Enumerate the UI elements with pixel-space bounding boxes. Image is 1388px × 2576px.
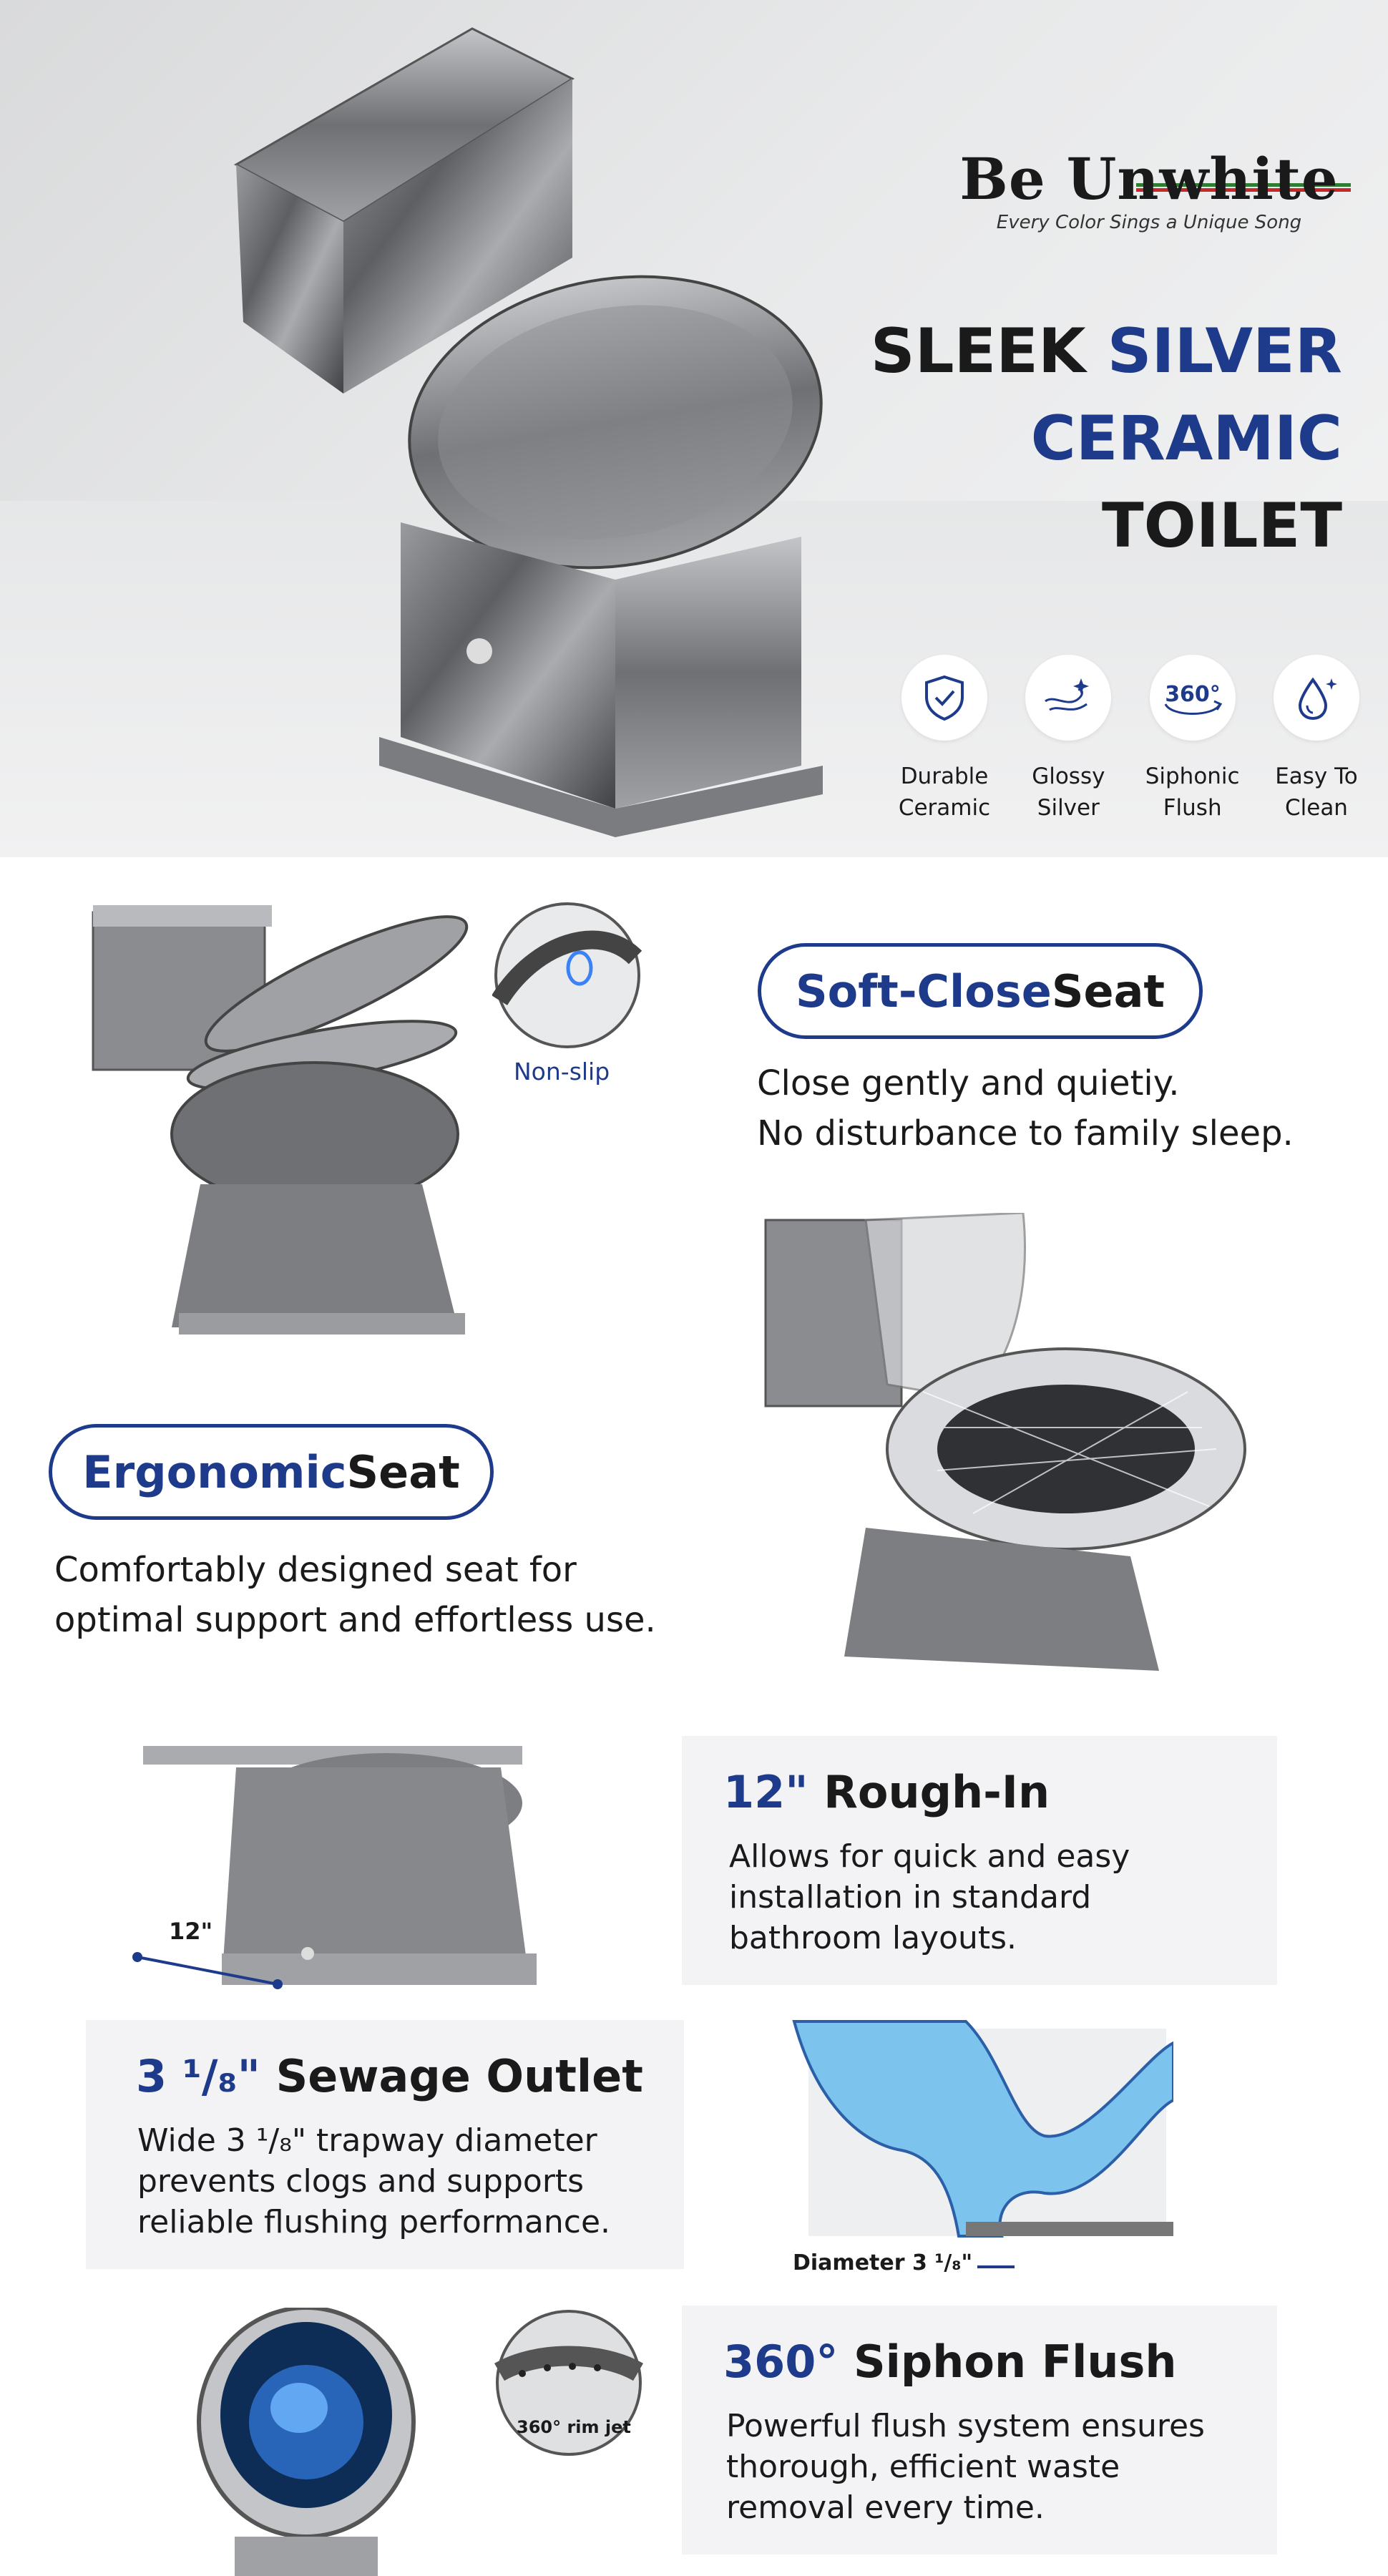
non-slip-detail-image xyxy=(492,900,642,1050)
non-slip-caption: Non-slip xyxy=(514,1058,610,1085)
sparkle-swirl-icon xyxy=(1025,655,1111,741)
diameter-marker xyxy=(977,2265,1015,2268)
feature-easy-to-clean xyxy=(1259,655,1374,824)
hero-banner xyxy=(0,0,1388,857)
ergonomic-title: Ergonomic Seat xyxy=(49,1424,494,1520)
outlet-card xyxy=(86,2020,684,2269)
feature-label: Durable Ceramic xyxy=(898,763,991,821)
soft-close-title: Soft-Close Seat xyxy=(758,943,1203,1039)
rough-in-title: 12" Rough-In xyxy=(723,1766,1050,1818)
360-rotation-icon xyxy=(1150,655,1236,741)
feature-siphonic-flush xyxy=(1135,655,1250,824)
rim-jet-caption: 360° rim jet xyxy=(517,2417,631,2437)
feature-durable-ceramic xyxy=(887,655,1002,824)
rough-in-dimension-label: 12" xyxy=(169,1918,213,1945)
svg-text:360°: 360° xyxy=(1164,682,1221,707)
product-headline xyxy=(698,308,1342,570)
trapway-cutaway-image xyxy=(787,2014,1173,2250)
rough-in-card xyxy=(682,1736,1277,1985)
siphon-description: Powerful flush system ensures thorough, efficient waste removal every time. xyxy=(726,2408,1205,2527)
feature-icon-row xyxy=(887,655,1374,824)
brand-logo xyxy=(956,145,1342,233)
headline-line-1: SLEEK SILVER xyxy=(870,316,1342,387)
brand-name: Be Unwhite xyxy=(959,145,1339,213)
feature-glossy-silver xyxy=(1011,655,1125,824)
feature-label: Siphonic Flush xyxy=(1145,763,1240,821)
diameter-label: Diameter 3 ¹/₈" xyxy=(793,2250,973,2275)
soft-close-description: Close gently and quietiy. No disturbance to family sleep. xyxy=(757,1063,1294,1153)
ergonomic-toilet-image xyxy=(758,1213,1252,1685)
ergonomic-description: Comfortably designed seat for optimal support and effortless use. xyxy=(54,1550,656,1640)
water-drop-icon xyxy=(1274,655,1359,741)
shield-check-icon xyxy=(901,655,987,741)
headline-line-3: TOILET xyxy=(1102,490,1342,562)
feature-label: Glossy Silver xyxy=(1032,763,1105,821)
outlet-description: Wide 3 ¹/₈" trapway diameter prevents clogs and supports reliable flushing performance. xyxy=(137,2122,611,2241)
feature-label: Easy To Clean xyxy=(1275,763,1358,821)
rough-in-description: Allows for quick and easy installation in standard bathroom layouts. xyxy=(729,1838,1130,1957)
soft-close-toilet-image xyxy=(86,898,487,1342)
outlet-title: 3 ¹/₈" Sewage Outlet xyxy=(136,2050,643,2102)
siphon-card xyxy=(682,2306,1277,2555)
rough-in-dimension-line xyxy=(129,1943,286,1993)
brand-tagline: Every Color Sings a Unique Song xyxy=(996,212,1302,233)
headline-line-2: CERAMIC xyxy=(1030,403,1342,475)
siphon-title: 360° Siphon Flush xyxy=(723,2336,1177,2388)
flush-bowl-image xyxy=(192,2308,421,2576)
